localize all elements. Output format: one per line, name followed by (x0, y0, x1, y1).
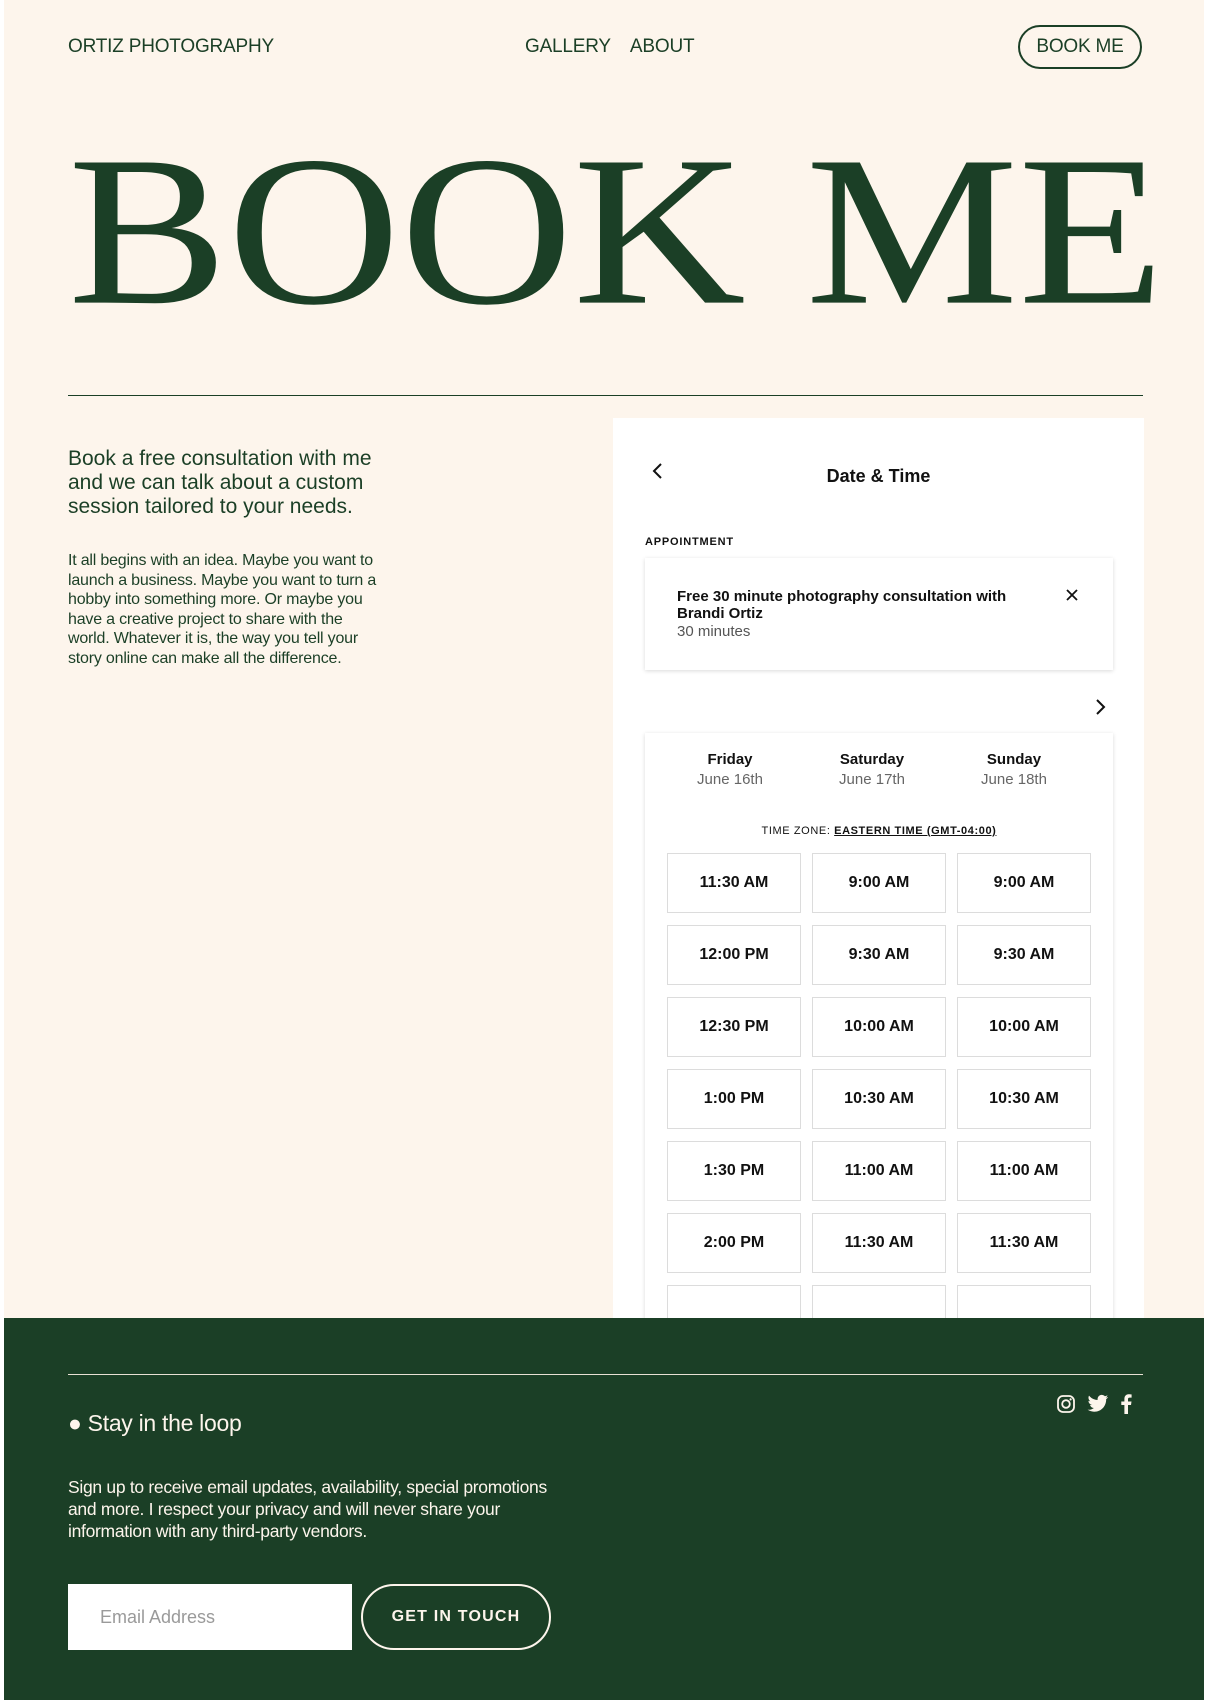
time-slot-button[interactable]: 11:30 AM (667, 853, 801, 913)
section-divider (68, 395, 1143, 396)
nav-about[interactable]: ABOUT (629, 36, 695, 57)
page (4, 0, 1204, 1700)
day-header-friday (659, 751, 801, 788)
intro-body: It all begins with an idea. Maybe you want to launch a business. Maybe you want to turn a hobby into something more. Or maybe you have a creative project to share with the world. Whatever it is, the way you tell your story online can make all the difference. (68, 552, 377, 667)
time-slot-button[interactable] (812, 1285, 946, 1318)
time-slot-button[interactable]: 1:00 PM (667, 1069, 801, 1129)
hero-title: BOOK ME (68, 111, 1165, 350)
facebook-icon[interactable] (1120, 1394, 1132, 1419)
footer-title: ● Stay in the loop (68, 1410, 242, 1436)
nav-gallery[interactable]: GALLERY (525, 36, 611, 57)
email-input[interactable] (68, 1584, 352, 1650)
time-slot-button[interactable]: 11:00 AM (957, 1141, 1091, 1201)
day-date: June 17th (839, 771, 905, 788)
time-slot-button[interactable]: 9:00 AM (812, 853, 946, 913)
twitter-icon[interactable] (1087, 1394, 1109, 1419)
day-date: June 16th (697, 771, 763, 788)
time-slot-button[interactable]: 12:30 PM (667, 997, 801, 1057)
time-slot-button[interactable]: 11:00 AM (812, 1141, 946, 1201)
footer-divider (68, 1374, 1143, 1375)
day-header-sunday (943, 751, 1085, 788)
day-header-saturday (801, 751, 943, 788)
footer-text: Sign up to receive email updates, availability, special promotions and more. I respect your privacy and will never share your information with any third-party vendors. (68, 1477, 547, 1541)
time-slot-button[interactable]: 11:30 AM (957, 1213, 1091, 1273)
time-slot-button[interactable]: 11:30 AM (812, 1213, 946, 1273)
days-card (645, 733, 1113, 1318)
time-slot-button[interactable]: 2:00 PM (667, 1213, 801, 1273)
time-slot-button[interactable]: 12:00 PM (667, 925, 801, 985)
footer (4, 1318, 1204, 1700)
time-slot-button[interactable]: 10:00 AM (957, 997, 1091, 1057)
book-me-button[interactable]: BOOK ME (1018, 25, 1142, 69)
timezone-label: TIME ZONE: (761, 825, 831, 837)
time-slot-button[interactable]: 9:30 AM (957, 925, 1091, 985)
time-slot-button[interactable]: 9:00 AM (957, 853, 1091, 913)
main-nav (525, 36, 694, 58)
back-arrow-icon[interactable] (651, 462, 665, 485)
site-brand[interactable]: ORTIZ PHOTOGRAPHY (68, 36, 274, 57)
timezone-row (645, 825, 1113, 837)
timezone-link[interactable]: EASTERN TIME (GMT-04:00) (834, 825, 997, 837)
day-date: June 18th (981, 771, 1047, 788)
day-name: Saturday (839, 751, 905, 768)
appointment-duration: 30 minutes (677, 623, 751, 640)
scheduler-title: Date & Time (826, 466, 931, 486)
time-slot-button[interactable]: 10:30 AM (812, 1069, 946, 1129)
close-icon[interactable] (1065, 588, 1079, 607)
appointment-card (645, 558, 1113, 670)
appointment-label: APPOINTMENT (645, 536, 734, 548)
day-name: Friday (707, 751, 753, 768)
time-slot-button[interactable]: 10:00 AM (812, 997, 946, 1057)
intro-lead: Book a free consultation with me and we can talk about a custom session tailored to your needs. (68, 447, 372, 518)
scheduler-panel (613, 418, 1144, 1318)
time-slot-button[interactable] (957, 1285, 1091, 1318)
instagram-icon[interactable] (1056, 1394, 1076, 1419)
appointment-title: Free 30 minute photography consultation with Brandi Ortiz (677, 588, 1007, 622)
time-slot-button[interactable]: 9:30 AM (812, 925, 946, 985)
time-slot-button[interactable] (667, 1285, 801, 1318)
time-slot-button[interactable]: 10:30 AM (957, 1069, 1091, 1129)
day-name: Sunday (986, 751, 1042, 768)
get-in-touch-button[interactable]: GET IN TOUCH (361, 1584, 551, 1650)
next-arrow-icon[interactable] (1093, 698, 1107, 721)
time-slot-button[interactable]: 1:30 PM (667, 1141, 801, 1201)
